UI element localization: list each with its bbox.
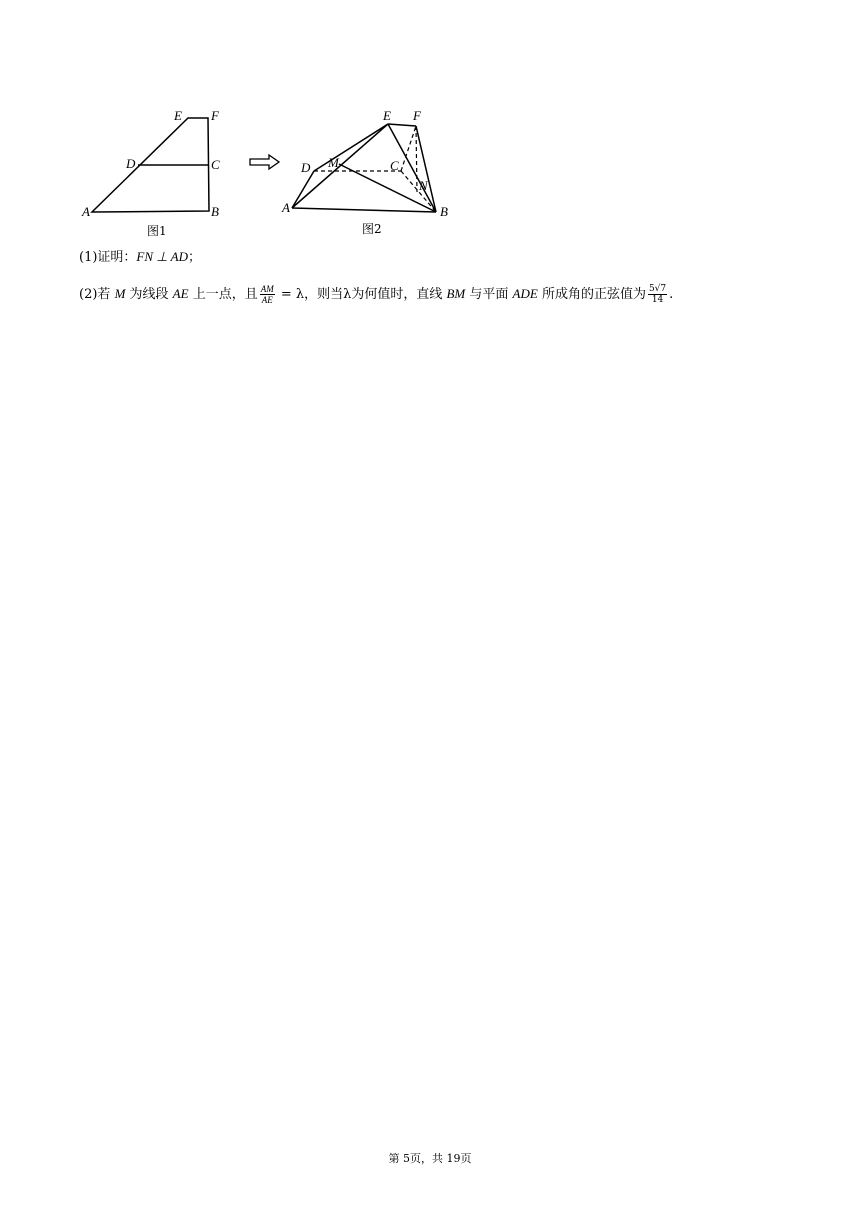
- q2-equals-lambda: = λ: [276, 287, 305, 302]
- q2-text5: 所成角的正弦值为: [537, 287, 646, 302]
- fig1-label-d: D: [126, 156, 136, 171]
- q1-suffix: ；: [187, 250, 201, 265]
- q2-answer-numerator: 5√7: [648, 284, 667, 294]
- fig2-label-a: A: [282, 200, 290, 215]
- fig2-label-m: M: [328, 155, 339, 170]
- fig1-label-e: E: [174, 108, 182, 123]
- fig2-label-d: D: [301, 160, 311, 175]
- fig2-label-f: F: [413, 108, 421, 123]
- fig2-edge-ab: [292, 208, 436, 212]
- q2-answer-denominator: 14: [651, 295, 664, 305]
- fig2-label-n: N: [419, 178, 428, 193]
- figure-1-svg: [80, 104, 230, 240]
- fig1-label-a: A: [82, 204, 90, 219]
- fig2-edge-de: [314, 124, 388, 171]
- fig2-dashed-fn: [416, 126, 417, 192]
- q2-text2: 上一点，且: [188, 287, 258, 302]
- q1-math: FN ⊥ AD: [136, 249, 188, 264]
- fig1-label-b: B: [211, 204, 219, 219]
- q1-prefix: (1)证明：: [79, 250, 137, 265]
- q2-prefix: (2)若: [79, 287, 115, 302]
- q2-fraction-numerator: AM: [260, 284, 274, 294]
- q2-text1: 为线段: [125, 287, 173, 302]
- fig2-caption: 图2: [362, 222, 382, 236]
- q2-point-m: M: [114, 286, 126, 301]
- fig2-label-b: B: [440, 204, 448, 219]
- fig2-label-e: E: [383, 108, 391, 123]
- figure-2: [280, 104, 460, 240]
- fig2-dashed-cf: [401, 126, 416, 171]
- right-arrow-icon: [249, 154, 281, 170]
- fig2-edge-ef: [388, 124, 416, 126]
- q2-fraction-denominator: AE: [261, 295, 273, 305]
- q2-segment-ae: AE: [172, 286, 189, 301]
- q2-end: .: [669, 287, 674, 302]
- fig2-edge-fb: [416, 126, 436, 212]
- figure-1: [80, 104, 230, 240]
- q2-line-bm: BM: [446, 286, 466, 301]
- q2-text3: ，则当λ为何值时，直线: [304, 287, 447, 302]
- fig2-label-c: C: [390, 158, 399, 173]
- q2-answer-fraction: [648, 284, 667, 305]
- q2-plane-ade: ADE: [512, 286, 538, 301]
- figure-2-svg: [280, 104, 460, 240]
- fig1-label-c: C: [211, 157, 220, 172]
- question-1: [79, 248, 201, 267]
- q2-text4: 与平面: [465, 287, 513, 302]
- question-2: [79, 284, 673, 305]
- q2-fraction: [260, 284, 275, 305]
- fig2-edge-ad: [292, 171, 314, 208]
- fig1-caption: 图1: [147, 224, 167, 238]
- page-footer: 第 5页，共 19页: [388, 1152, 472, 1165]
- fig1-label-f: F: [211, 108, 219, 123]
